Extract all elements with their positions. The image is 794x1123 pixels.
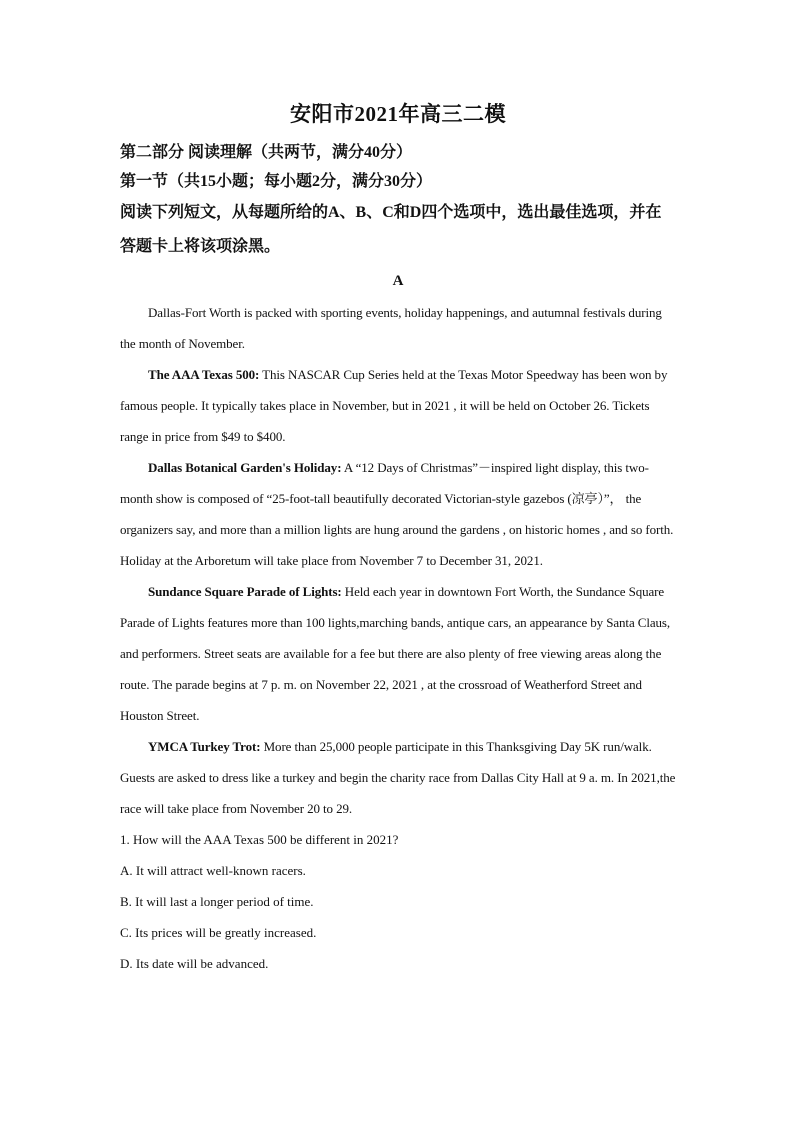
event-text: Held each year in downtown Fort Worth, the Sundance Square Parade of Lights features more than 100 lights,marching bands, antique cars, an appearance by Santa Claus, and performers. Street seats are available for a fee but there are also plenty of free viewing areas along the route. The parade begins at 7 p. m. on November 22, 2021 , at the crossroad of Weatherford Street and Houston Street. (120, 584, 671, 723)
event-paragraph-botanical-garden (120, 452, 676, 576)
event-paragraph-aaa-texas-500 (120, 359, 676, 452)
option-b: B. It will last a longer period of time. (120, 894, 314, 909)
event-text: A “12 Days of Christmas”－inspired light display, this two-month show is composed of “25-foot-tall beautifully decorated Victorian-style gazebos (凉亭）”， the organizers say, and more than a million lights are hung around the gardens , on historic homes , and so forth. Holiday at the Arboretum will take place from November 7 to December 31, 2021. (120, 460, 674, 568)
option-d: D. Its date will be advanced. (120, 956, 269, 971)
exam-title: 安阳市2021年高三二模 (290, 102, 506, 126)
part-heading: 第二部分 阅读理解（共两节，满分40分） (120, 144, 413, 161)
section-heading: 第一节（共15小题；每小题2分，满分30分） (120, 173, 433, 190)
option-a: A. It will attract well-known racers. (120, 863, 306, 878)
event-paragraph-parade-of-lights (120, 576, 676, 731)
passage-intro: Dallas-Fort Worth is packed with sporting events, holiday happenings, and autumnal festivals during the month of November. (120, 305, 662, 351)
document-page (120, 100, 676, 979)
event-name: YMCA Turkey Trot: (148, 739, 261, 754)
event-text: This NASCAR Cup Series held at the Texas Motor Speedway has been won by famous people. It typically takes place in November, but in 2021 , it will be held on October 26. Tickets range in price from $49 to $400. (120, 367, 668, 444)
event-text: More than 25,000 people participate in this Thanksgiving Day 5K run/walk. Guests are asked to dress like a turkey and begin the charity race from Dallas City Hall at 9 a. m. In 2021,the race will take place from November 20 to 29. (120, 739, 676, 816)
event-name: Dallas Botanical Garden's Holiday: (148, 460, 342, 475)
instruction-text: 阅读下列短文，从每题所给的A、B、C和D四个选项中，选出最佳选项，并在答题卡上将该项涂黑。 (120, 204, 662, 255)
passage-label: A (392, 273, 404, 289)
question-stem: 1. How will the AAA Texas 500 be different in 2021? (120, 832, 399, 847)
event-name: Sundance Square Parade of Lights: (148, 584, 342, 599)
event-paragraph-turkey-trot (120, 731, 676, 824)
option-c: C. Its prices will be greatly increased. (120, 925, 317, 940)
event-name: The AAA Texas 500: (148, 367, 260, 382)
